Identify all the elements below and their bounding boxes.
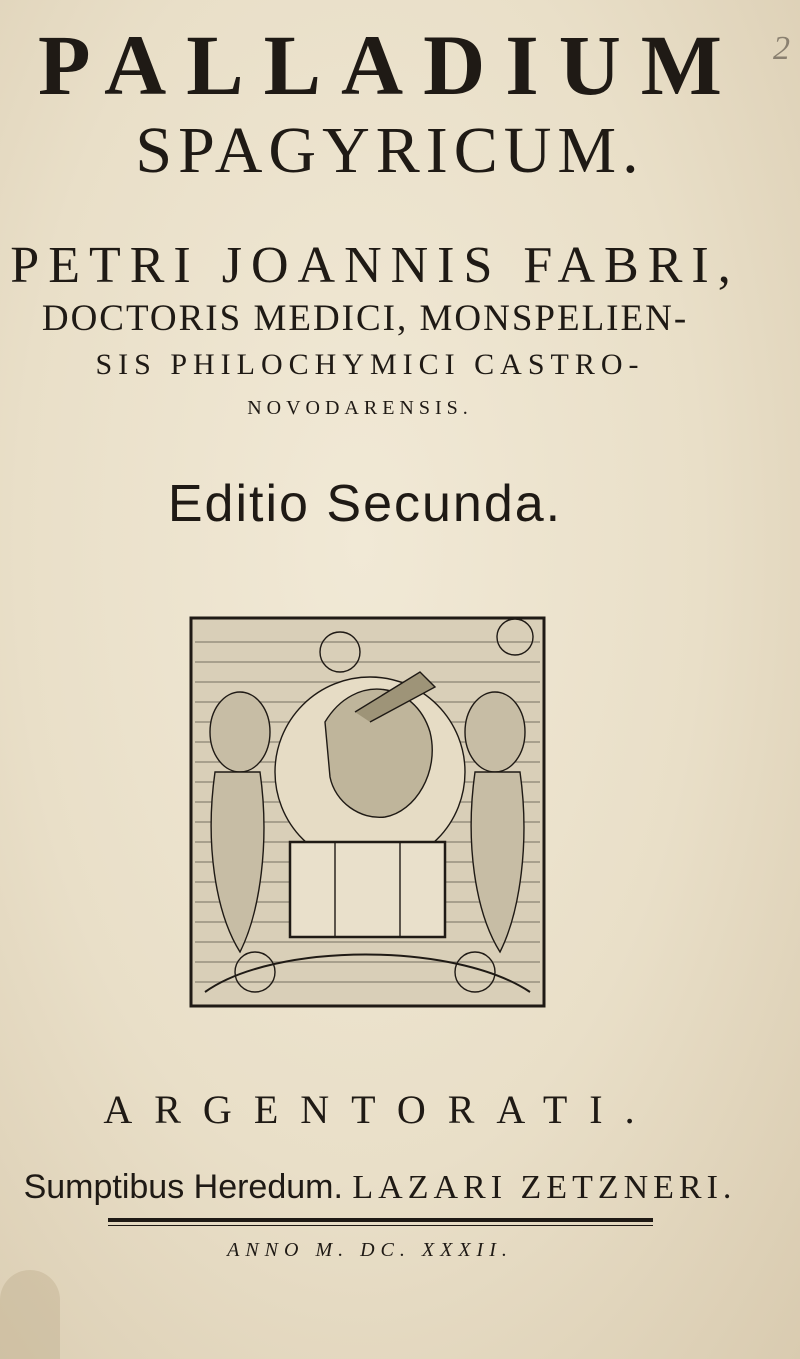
printers-device-woodcut — [185, 612, 550, 1012]
author-line-4: NOVODARENSIS. — [247, 397, 473, 419]
paper-stain — [0, 1270, 60, 1359]
publisher-name: LAZARI ZETZNERI. — [352, 1169, 737, 1206]
author-line-3: SIS PHILOCHYMICI CASTRO- — [95, 348, 645, 381]
title-line-1: PALLADIUM — [38, 17, 742, 113]
margin-note: 2 — [773, 30, 790, 67]
imprint-publisher — [0, 1170, 760, 1205]
imprint-rule — [108, 1218, 653, 1222]
author-line-2: DOCTORIS MEDICI, MONSPELIEN- — [41, 298, 689, 339]
imprint-rule-thin — [108, 1225, 653, 1226]
title-line-2: SPAGYRICUM. — [135, 114, 645, 187]
imprint-year: ANNO M. DC. XXXII. — [227, 1239, 513, 1261]
publisher-prefix: Sumptibus Heredum. — [23, 1168, 343, 1206]
imprint-city: ARGENTORATI. — [103, 1087, 657, 1132]
edition-label: Editio Secunda. — [167, 475, 563, 533]
author-name: PETRI JOANNIS FABRI, — [10, 237, 740, 294]
